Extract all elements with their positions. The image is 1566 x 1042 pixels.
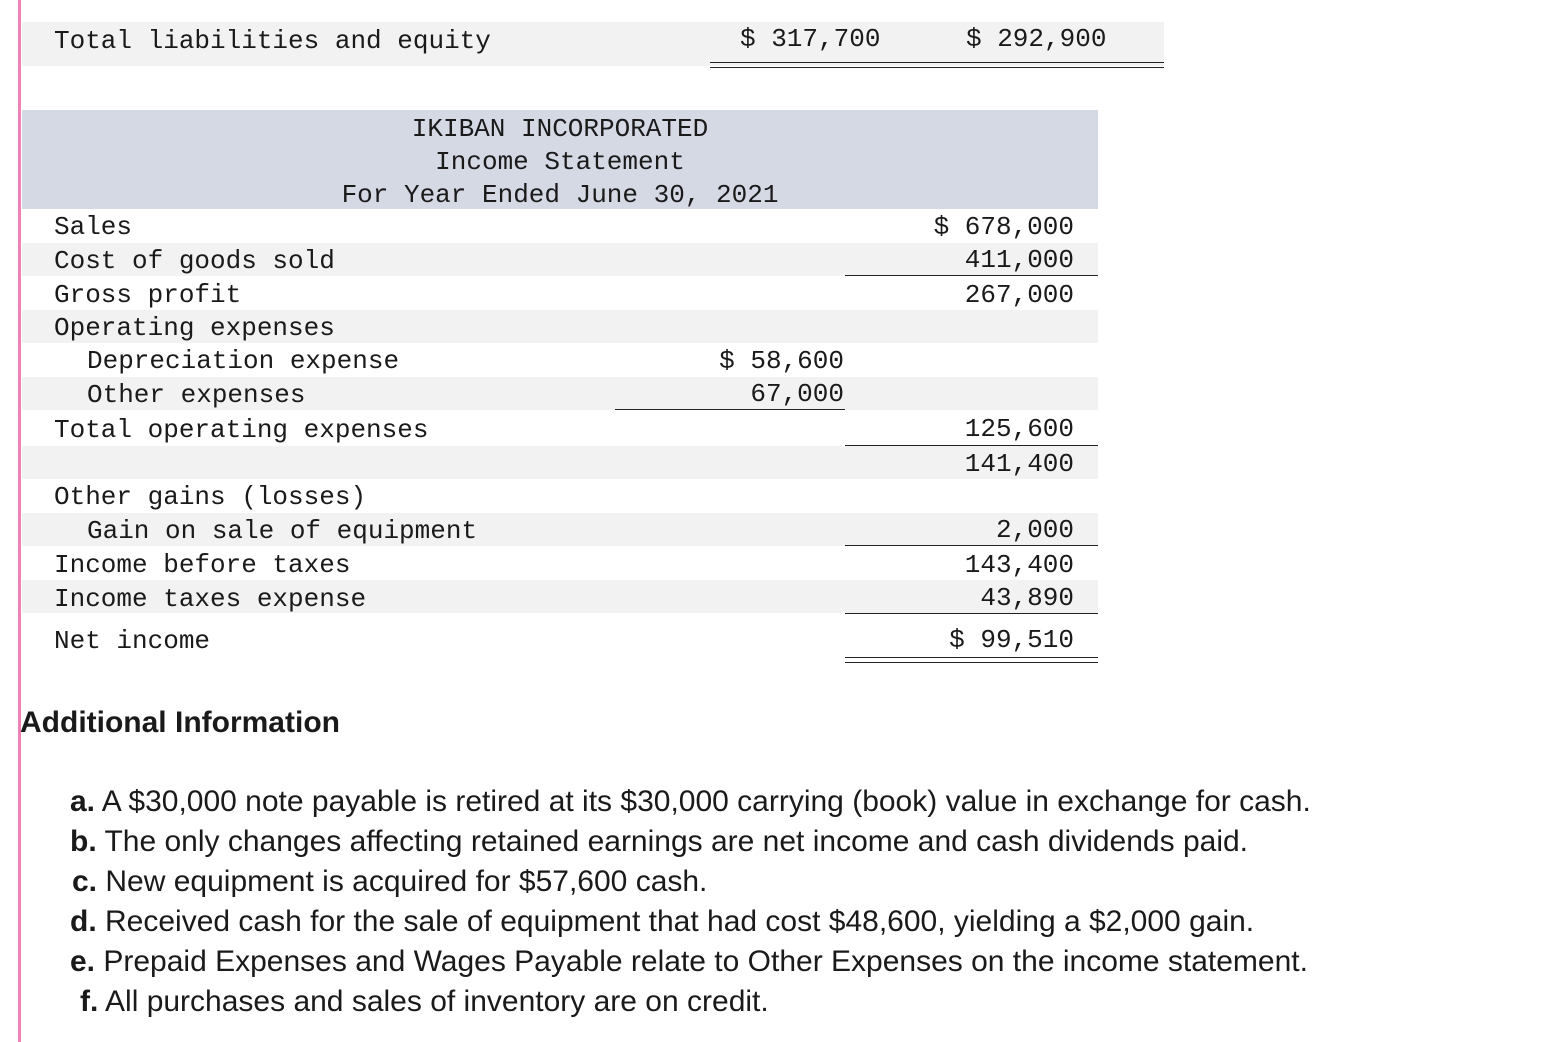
- income-before-taxes-total: 143,400: [964, 550, 1074, 580]
- info-text: All purchases and sales of inventory are on credit.: [105, 985, 769, 1018]
- total-operating-expenses-total: 125,600: [964, 414, 1074, 444]
- cogs-total: 411,000: [964, 245, 1074, 275]
- row-income-before-taxes-label: Income before taxes: [54, 550, 351, 580]
- info-text: New equipment is acquired for $57,600 cash.: [105, 865, 708, 898]
- company-name: IKIBAN INCORPORATED: [411, 114, 709, 144]
- underline: [845, 275, 1098, 276]
- info-item-a: [70, 782, 1311, 822]
- info-item-f: [80, 982, 1311, 1022]
- underline: [845, 445, 1098, 446]
- info-text: A $30,000 note payable is retired at its $30,000 carrying (book) value in exchange for cash.: [101, 785, 1311, 818]
- info-item-c: [72, 862, 1311, 902]
- additional-info-title: Additional Information: [20, 706, 340, 739]
- total-liabilities-equity-label: Total liabilities and equity: [54, 26, 491, 56]
- info-letter: c.: [72, 865, 98, 898]
- row-sales-label: Sales: [54, 212, 133, 242]
- row-other-expenses-label: Other expenses: [87, 380, 306, 410]
- info-letter: e.: [70, 945, 96, 978]
- info-text: Received cash for the sale of equipment that had cost $48,600, yielding a $2,000 gain.: [105, 905, 1255, 938]
- sales-total: $ 678,000: [933, 212, 1074, 242]
- info-text: The only changes affecting retained earnings are net income and cash dividends paid.: [104, 825, 1248, 858]
- double-underline: [710, 62, 938, 68]
- info-text: Prepaid Expenses and Wages Payable relate to Other Expenses on the income statement.: [103, 945, 1308, 978]
- gross-profit-total: 267,000: [964, 280, 1074, 310]
- info-letter: f.: [80, 985, 99, 1018]
- info-item-b: [70, 822, 1311, 862]
- underline: [845, 613, 1098, 614]
- row-other-gains-label: Other gains (losses): [54, 482, 367, 512]
- total-liabilities-equity-prior: $ 292,900: [966, 24, 1107, 54]
- total-liabilities-equity-current: $ 317,700: [740, 24, 881, 54]
- row-net-income-label: Net income: [54, 626, 211, 656]
- row-depreciation-label: Depreciation expense: [87, 346, 400, 376]
- net-income-total: $ 99,510: [949, 625, 1074, 655]
- statement-title: Income Statement: [435, 147, 685, 177]
- info-letter: d.: [70, 905, 97, 938]
- gain-on-sale-total: 2,000: [995, 515, 1074, 545]
- row-gross-profit-label: Gross profit: [54, 280, 242, 310]
- depreciation-amount: $ 58,600: [719, 346, 844, 376]
- info-item-e: [70, 942, 1311, 982]
- underline: [615, 409, 845, 410]
- subtotal-total: 141,400: [964, 449, 1074, 479]
- underline: [845, 545, 1098, 546]
- info-letter: b.: [70, 825, 97, 858]
- double-underline: [845, 657, 1098, 663]
- row-gain-on-sale-label: Gain on sale of equipment: [87, 516, 478, 546]
- income-taxes-total: 43,890: [980, 583, 1074, 613]
- row-cogs-label: Cost of goods sold: [54, 246, 335, 276]
- other-expenses-amount: 67,000: [750, 379, 844, 409]
- row-total-operating-expenses-label: Total operating expenses: [54, 415, 429, 445]
- row-income-taxes-label: Income taxes expense: [54, 584, 367, 614]
- additional-info-list: [0, 782, 1311, 1022]
- info-item-d: [70, 902, 1311, 942]
- statement-period: For Year Ended June 30, 2021: [341, 180, 779, 210]
- double-underline: [938, 62, 1164, 68]
- row-operating-expenses-label: Operating expenses: [54, 313, 335, 343]
- info-letter: a.: [70, 785, 96, 818]
